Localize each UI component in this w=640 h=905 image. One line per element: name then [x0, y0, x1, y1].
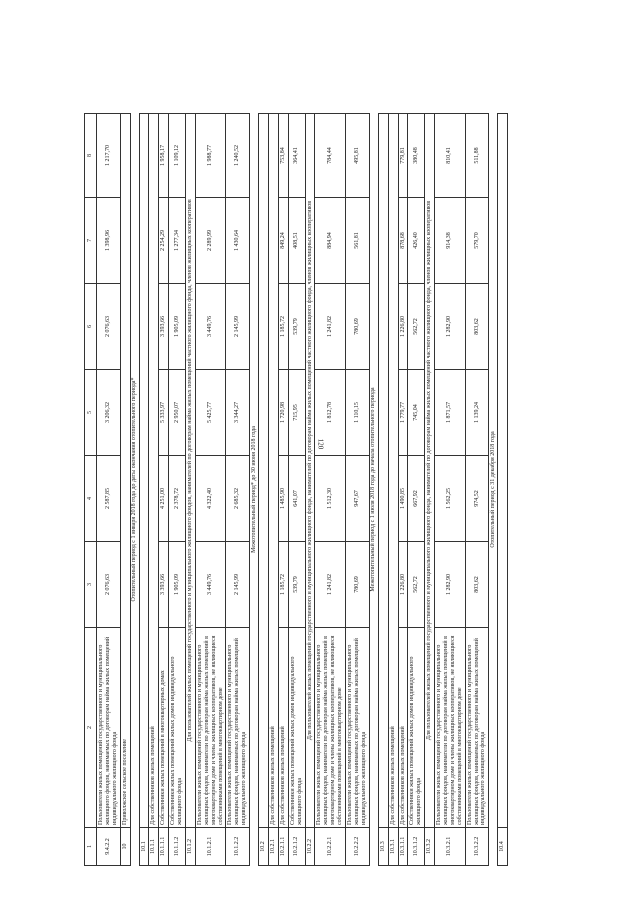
row-code: 10.1.2.2	[226, 828, 250, 866]
table-row	[97, 114, 121, 866]
table-row	[398, 114, 408, 866]
tariff-value: 364,41	[288, 114, 305, 198]
column-header: 5	[85, 370, 97, 456]
header-row	[85, 114, 97, 866]
row-description: Пользователи жилых помещений государственного и муниципального жилищных фондов, нанимаемых по договорам найма жилых помещений индивидуального жилищного фонда	[465, 628, 489, 828]
row-description: Для собственников жилых помещений	[149, 114, 159, 828]
row-description: Для пользователей жилых помещений государственного и муниципального жилищного фондов, нанимателей по договорам найма жилых помещений частного жилищного фонда, членов жилищных кооперативов	[186, 114, 196, 828]
tariff-value: 4 251,00	[159, 456, 169, 542]
row-code: 10.2.1	[269, 828, 279, 866]
period-label: Отопительный период с 31 декабря 2018 года	[489, 431, 496, 548]
row-code: 10.1.1.1	[159, 828, 169, 866]
row-code: 10	[120, 828, 130, 866]
tariff-value: 849,24	[278, 198, 288, 284]
period-label: Межотопительный период с 1 июля 2018 года до начала отопительного периода	[370, 387, 377, 592]
column-header: 7	[85, 198, 97, 284]
section-row	[425, 114, 435, 866]
tariff-value: 408,51	[288, 198, 305, 284]
table-row	[346, 114, 370, 866]
row-code: 10.4	[498, 828, 508, 866]
row-code: 9.4.2.2	[97, 828, 121, 866]
tariff-value: 1 958,17	[159, 114, 169, 198]
tariff-value: 3 344,27	[226, 370, 250, 456]
column-header: 3	[85, 542, 97, 628]
table-row	[408, 114, 425, 866]
page-number: 120	[316, 438, 325, 450]
tariff-value: 884,94	[315, 198, 346, 284]
tariff-value: 4 322,40	[195, 456, 226, 542]
tariff-value: 380,48	[408, 114, 425, 198]
section-row	[149, 114, 159, 866]
row-code: 10.1.1	[149, 828, 159, 866]
row-code: 10.2.1.2	[288, 828, 305, 866]
tariff-value: 539,79	[288, 542, 305, 628]
row-description: Пользователи жилых помещений государственного и муниципального жилищных фондов, нанимаемых по договорам найма жилых помещений индивидуального жилищного фонда	[346, 628, 370, 828]
tariff-value: 3 206,32	[97, 370, 121, 456]
section-row	[388, 114, 398, 866]
row-description: Пользователи жилых помещений государственного и муниципального жилищного фондов, нанимаемых по договорам найма жилых помещений индивидуального жилищного фонда	[97, 628, 121, 828]
period-row	[369, 114, 378, 866]
tariff-value: 878,68	[398, 198, 408, 284]
tariff-value: 5 425,77	[195, 370, 226, 456]
section-row	[120, 114, 130, 866]
row-code: 10.3.1.1	[398, 828, 408, 866]
tariff-value: 803,62	[465, 284, 489, 370]
tariff-value: 2 254,29	[159, 198, 169, 284]
tariff-value: 1 398,96	[97, 198, 121, 284]
tariff-value: 562,72	[408, 542, 425, 628]
section-row	[139, 114, 149, 866]
row-description: Для собственников жилых помещений	[269, 114, 279, 828]
tariff-value: 3 393,66	[159, 284, 169, 370]
tariff-value: 1 282,90	[435, 542, 466, 628]
tariff-table	[84, 113, 508, 866]
row-description: Собственники жилых помещений жилых домов индивидуального жилищного фонда	[408, 628, 425, 828]
tariff-value: 1 512,30	[315, 456, 346, 542]
section-row	[259, 114, 269, 866]
tariff-value: 1 139,24	[465, 370, 489, 456]
table-body	[97, 114, 508, 866]
tariff-value: 667,92	[408, 456, 425, 542]
row-description: Для собственников жилых помещений	[398, 628, 408, 828]
tariff-value: 1 490,85	[398, 456, 408, 542]
tariff-value: 2 685,32	[226, 456, 250, 542]
tariff-value: 1 720,98	[278, 370, 288, 456]
tariff-value: 1 905,09	[169, 284, 186, 370]
tariff-value: 810,41	[435, 114, 466, 198]
tariff-value: 1 217,70	[97, 114, 121, 198]
row-code: 10.2.2.1	[315, 828, 346, 866]
row-description: Собственники жилых помещений жилых домов индивидуального жилищного фонда	[169, 628, 186, 828]
tariff-value: 426,40	[408, 198, 425, 284]
row-code: 10.3.1	[388, 828, 398, 866]
tariff-value: 2 587,85	[97, 456, 121, 542]
row-code: 10.1.2.1	[195, 828, 226, 866]
row-code: 10.2.2.2	[346, 828, 370, 866]
row-description: Приволжское сельское поселение	[120, 114, 130, 828]
tariff-value: 3 449,76	[195, 542, 226, 628]
period-row	[130, 114, 139, 866]
tariff-value: 641,07	[288, 456, 305, 542]
row-description	[498, 114, 508, 828]
tariff-value: 2 145,99	[226, 284, 250, 370]
tariff-value: 803,62	[465, 542, 489, 628]
section-row	[498, 114, 508, 866]
row-description: Для собственников жилых помещений	[388, 114, 398, 828]
period-label: Межотопительный период* до 30 июня 2018 года	[250, 426, 257, 553]
tariff-value: 511,88	[465, 114, 489, 198]
tariff-value: 715,95	[288, 370, 305, 456]
tariff-value: 3 449,76	[195, 284, 226, 370]
tariff-value: 2 076,63	[97, 542, 121, 628]
period-label: Отопительный период с 1 января 2018 года до даты окончания отопительного периода*	[131, 377, 138, 602]
table-row	[465, 114, 489, 866]
table-row	[159, 114, 169, 866]
tariff-value: 2 950,07	[169, 370, 186, 456]
tariff-value: 779,81	[398, 114, 408, 198]
tariff-value: 3 393,66	[159, 542, 169, 628]
table-row	[435, 114, 466, 866]
row-code: 10.1.2	[186, 828, 196, 866]
tariff-value: 974,52	[465, 456, 489, 542]
tariff-value: 1 282,90	[435, 284, 466, 370]
tariff-value: 5 333,97	[159, 370, 169, 456]
tariff-value: 2 076,63	[97, 284, 121, 370]
row-description: Пользователи жилых помещений государственного и муниципального жилищных фондов, нанимаемых по договорам найма жилых помещений индивидуального жилищного фонда	[226, 628, 250, 828]
tariff-value: 579,70	[465, 198, 489, 284]
tariff-value: 1 110,15	[346, 370, 370, 456]
tariff-value: 1 430,64	[226, 198, 250, 284]
row-description: Собственники жилых помещений в многоквартирных домах	[159, 628, 169, 828]
tariff-value: 1 241,82	[315, 542, 346, 628]
column-header: 2	[85, 628, 97, 828]
tariff-value: 914,38	[435, 198, 466, 284]
tariff-value: 1 988,77	[195, 114, 226, 198]
tariff-value: 1 185,72	[278, 542, 288, 628]
row-code: 10.2.2	[305, 828, 315, 866]
tariff-value: 561,81	[346, 198, 370, 284]
section-row	[269, 114, 279, 866]
row-code: 10.3	[378, 828, 388, 866]
tariff-value: 947,67	[346, 456, 370, 542]
row-description: Пользователи жилых помещений государственного и муниципального жилищных фондов, наниматели по договорам найма жилых помещений в многоквартирном доме и члены жилищных кооперативов, не являющиеся собственниками помещений в многоквартирном доме	[315, 628, 346, 828]
tariff-value: 539,79	[288, 284, 305, 370]
row-code: 10.3.1.2	[408, 828, 425, 866]
rotated-page	[84, 114, 528, 866]
tariff-value: 780,69	[346, 542, 370, 628]
tariff-value: 1 240,52	[226, 114, 250, 198]
row-description: Собственники жилых помещений жилых домов индивидуального жилищного фонда	[288, 628, 305, 828]
tariff-value: 1 812,78	[315, 370, 346, 456]
tariff-value: 1 905,09	[169, 542, 186, 628]
tariff-value: 2 145,99	[226, 542, 250, 628]
tariff-value: 2 378,72	[169, 456, 186, 542]
tariff-value: 753,84	[278, 114, 288, 198]
tariff-value: 1 185,72	[278, 284, 288, 370]
tariff-value: 784,44	[315, 114, 346, 198]
column-header: 1	[85, 828, 97, 866]
row-description	[378, 114, 388, 828]
row-code: 10.1.1.2	[169, 828, 186, 866]
tariff-value: 2 289,99	[195, 198, 226, 284]
row-code: 10.2.1.1	[278, 828, 288, 866]
row-code: 10.1	[139, 828, 149, 866]
tariff-value: 1 871,57	[435, 370, 466, 456]
table-row	[278, 114, 288, 866]
tariff-value: 495,81	[346, 114, 370, 198]
tariff-value: 562,72	[408, 284, 425, 370]
row-code: 10.3.2.2	[465, 828, 489, 866]
table-row	[226, 114, 250, 866]
tariff-value: 745,04	[408, 370, 425, 456]
section-row	[186, 114, 196, 866]
table-row	[288, 114, 305, 866]
tariff-value: 1 485,90	[278, 456, 288, 542]
tariff-value: 1 779,77	[398, 370, 408, 456]
column-header: 4	[85, 456, 97, 542]
row-description: Для пользователей жилых помещений государственного и муниципального жилищного фонда, нанимателей по договорам найма жилых помещений частного жилищного фонда, членов жилищных кооперативов	[425, 114, 435, 828]
table-row	[195, 114, 226, 866]
row-code: 10.2	[259, 828, 269, 866]
row-description: Пользователи жилых помещений государственного и муниципального жилищных фондов, наниматели по договорам найма жилых помещений в многоквартирном доме и члены жилищных кооперативов, не являющиеся собственниками помещений в многоквартирном доме	[195, 628, 226, 828]
section-row	[378, 114, 388, 866]
tariff-value: 1 277,34	[169, 198, 186, 284]
tariff-value: 780,69	[346, 284, 370, 370]
tariff-value: 1 562,25	[435, 456, 466, 542]
tariff-value: 1 109,12	[169, 114, 186, 198]
column-header: 8	[85, 114, 97, 198]
row-description	[259, 114, 269, 828]
period-row	[250, 114, 259, 866]
table-row	[315, 114, 346, 866]
period-row	[489, 114, 498, 866]
column-header: 6	[85, 284, 97, 370]
section-row	[305, 114, 315, 866]
tariff-value: 1 226,80	[398, 284, 408, 370]
row-description: Пользователи жилых помещений государственного и муниципального жилищных фондов, наниматели по договорам найма жилых помещений в многоквартирном доме и члены жилищных кооперативов, не являющиеся собственниками помещений в многоквартирном доме	[435, 628, 466, 828]
row-code: 10.3.2	[425, 828, 435, 866]
table-row	[169, 114, 186, 866]
tariff-value: 1 241,82	[315, 284, 346, 370]
row-description	[139, 114, 149, 828]
tariff-value: 1 226,80	[398, 542, 408, 628]
row-code: 10.3.2.1	[435, 828, 466, 866]
row-description: Для пользователей жилых помещений государственного и муниципального жилищного фонда, нанимателей по договорам найма жилых помещений частного жилищного фонда, членов жилищных кооперативов	[305, 114, 315, 828]
row-description: Для собственников жилых помещений	[278, 628, 288, 828]
